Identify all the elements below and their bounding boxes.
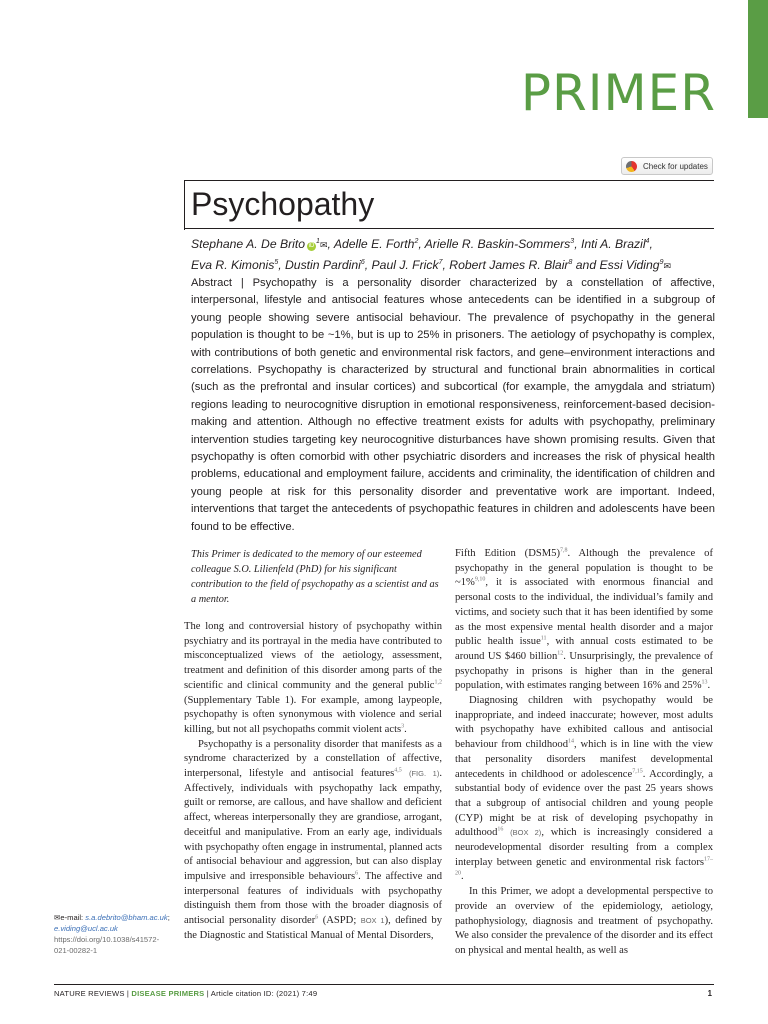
affiliation-sup: 5 [274,259,279,267]
body-text: Psychopathy is a personality disorder that manifests as a syndrome characterized by a constellation of affective, interpersonal, lifestyle and antisocial features [184,738,442,780]
body-paragraph [455,694,713,885]
check-for-updates-button[interactable] [621,157,713,175]
body-text: (Supplementary Table 1). For example, among laypeople, psychopathy is often synonymous with violence and serial killing, but not all psychopaths commit violent acts [184,694,442,735]
body-paragraph [455,547,713,694]
author-name[interactable]: , Inti A. Brazil [574,237,646,252]
reference-link[interactable]: 11 [540,635,547,642]
body-text: Diagnosing children with psychopathy would be inappropriate, and indeed inaccurate; however, most adults with psychopathy have exhibited callous and antisocial behaviour from childhood [455,695,713,751]
title-bottom-rule [184,228,714,229]
check-for-updates-label: Check for updates [643,161,708,171]
abstract [191,275,715,536]
article-title: Psychopathy [191,186,375,222]
author-name[interactable]: , Paul J. Frick [364,258,439,273]
author-name[interactable]: Eva R. Kimonis [191,258,275,273]
body-text: ), defined by the Diagnostic and Statistical Manual of Mental Disorders, [184,915,443,941]
affiliation-sup: 1 [316,238,320,245]
affiliation-sup: 4 [645,238,650,245]
body-text: , which is in line with the view that personality disorders manifest developmental antecedents in childhood or adolescence [455,739,714,780]
reference-link[interactable]: 6 [315,914,319,921]
body-text: . [707,680,711,692]
author-name[interactable]: , Robert James R. Blair [442,258,569,273]
affiliation-sup: 7 [438,259,443,267]
body-text: . Unsurprisingly, the prevalence of psychopathy in prisons is higher than in the general population, with estimates ranging between 16% and 25% [455,650,713,692]
reference-link[interactable]: 9,10 [474,576,486,583]
email-link[interactable]: s.a.debrito@bham.ac.uk [85,913,168,922]
footer-rule [54,984,714,985]
page-footer [54,989,317,998]
journal-name: NATURE REVIEWS [54,989,125,998]
author-line-1: Stephane A. De Brito $iD^1✉$, Adelle E. Forth$^2$, Arielle R. Baskin-Sommers$^3$, Inti A. Brazil$^4$, [191,237,653,252]
email-link[interactable]: e.viding@ucl.ac.uk [54,924,118,933]
body-column-left [184,620,442,943]
body-text: . Accordingly, a substantial body of evidence over the past 25 years shows that a subgroup of antisocial children and young people (CYP) might be at risk of developing psychopathy in adulthood [455,768,713,839]
body-text: Fifth Edition (DSM5) [455,548,560,559]
crossmark-icon [626,161,637,172]
author-line-2 [191,254,714,275]
orcid-icon[interactable]: iD [308,243,315,250]
section-label: PRIMER [520,64,716,122]
body-text: . Although the prevalence of psychopathy in the general population is thought to be ~1% [455,548,713,589]
body-text: . [404,723,407,735]
abstract-label: Abstract | [191,277,253,289]
author-name[interactable]: , Adelle E. Forth [327,237,415,252]
page-number: 1 [707,989,712,998]
box-link[interactable]: BOX 1 [360,916,385,926]
abstract-text: Psychopathy is a personality disorder characterized by a constellation of affective, interpersonal, lifestyle and antisocial features whose antecedents can be identified in a subgroup of young people showing severe antisocial behaviour. The prevalence of psychopathy in the general population is thought to be ~1%, but is up to 25% in prisoners. The aetiology of psychopathy is complex, with contributions of both genetic and environmental risk factors, and gene–environment interactions and correlations. Psychopathy is characterized by structural and functional brain abnormalities in cortical (such as the prefrontal and insular cortices) and subcortical (for example, the amygdala and striatum) regions leading to neurocognitive disruption in emotional responsiveness, reinforcement-based decision-making and attention. Although no effective treatment exists for adults with psychopathy, preliminary intervention studies targeting key neurocognitive disturbances have shown promising results. Given that psychopathy is often comorbid with other psychiatric disorders and increases the risk of physical health problems, educational and employment failure, accidents and criminality, the identification of children and young people at risk for this personality disorder and preventative work are important. Indeed, interventions that target the antecedents of psychopathic features in children and adolescents have been found to be effective. [191,277,715,533]
body-text: . The affective and interpersonal features of individuals with psychopathy distinguish them from those with the broader diagnosis of antisocial personality disorder [184,870,443,927]
body-text: . [461,871,464,883]
reference-link[interactable]: 4,5 [394,767,402,774]
doi-link[interactable]: https://doi.org/10.1038/s41572-021-00282-1 [54,935,160,955]
body-paragraph: In this Primer, we adopt a developmental perspective to provide an overview of the epidemiology, aetiology, pathophysiology, diagnosis and treatment of psychopathy. We also consider the prevalence of the disorder and its effect on physical and mental health, as well as [455,886,713,956]
affiliation-sup: 3 [570,238,575,245]
correspondence-note [54,912,172,956]
body-text: (ASPD; [318,915,361,927]
dedication-note: This Primer is dedicated to the memory of our esteemed colleague S.O. Lilienfeld (PhD) for his significant contribution to the field of psychopathy as a scientist and as a mentor. [191,549,439,605]
reference-link[interactable]: 7,15 [632,768,643,775]
reference-link[interactable]: 1,2 [434,679,442,686]
box-link[interactable]: (BOX 2) [510,828,542,838]
body-text: . Affectively, individuals with psychopathy lack empathy, guilt or remorse, are callous, and have shallow and deficient affect, whereas interpersonally they are grandiose, arrogant, deceitful and manipulative. From an early age, individuals with psychopathy often engage in instrumental, planned acts of antisocial behaviour and aggression, but can also display impulsive and irresponsible behaviours [184,768,442,882]
body-text: , with annual costs estimated to be around US $460 billion [455,636,713,662]
reference-link[interactable]: 12 [557,650,564,657]
author-name[interactable]: Stephane A. De Brito [191,237,306,252]
reference-link[interactable]: 6 [355,870,359,877]
reference-link[interactable]: 7,8 [560,547,568,554]
affiliation-sup: 8 [568,259,573,267]
figure-link[interactable]: (FIG. 1) [408,769,440,779]
reference-link[interactable]: 17–20 [455,856,713,877]
author-name[interactable]: , Arielle R. Baskin-Sommers [418,237,571,252]
footer-separator: | [124,989,132,998]
email-separator: ; [167,913,170,922]
author-list [191,233,714,275]
journal-section: DISEASE PRIMERS [131,989,205,998]
title-top-rule [184,180,714,181]
affiliation-sup: 2 [414,238,419,245]
body-text: The long and controversial history of psychopathy within psychiatry and its portrayal in the media have contributed to misconceptualized views of the aetiology, assessment, treatment and definition of this disorder among parts of the scientific and clinical community and the general public [184,621,442,691]
email-icon[interactable]: ✉ [663,261,672,272]
author-name[interactable]: , Dustin Pardini [278,258,361,273]
affiliation-sup: 6 [360,259,365,267]
email-icon[interactable]: ✉ [319,240,328,251]
reference-link[interactable]: 14 [568,738,575,745]
body-paragraph [184,738,442,944]
body-column-right [455,547,713,959]
body-paragraph [184,620,442,738]
title-side-rule [184,180,185,230]
body-text: , which is increasingly considered a neurodevelopmental disorder resulting from a complex interplay between genetic and environmental risk factors [455,827,713,868]
author-name[interactable]: and Essi Viding [572,258,660,273]
reference-link[interactable]: 16 [497,826,504,833]
body-text: , it is associated with enormous financial and personal costs to the individual, the individual’s family and victims, and society such that it has been identified by some as the most expensive mental health disorder and a major public health issue [455,577,713,648]
reference-link[interactable]: 3 [401,723,405,730]
affiliation-sup: 9 [659,259,664,267]
article-citation: | Article citation ID: (2021) 7:49 [204,989,318,998]
email-prefix: ✉e-mail: [54,913,86,922]
reference-link[interactable]: 13 [701,679,708,686]
section-color-bar [748,0,768,118]
